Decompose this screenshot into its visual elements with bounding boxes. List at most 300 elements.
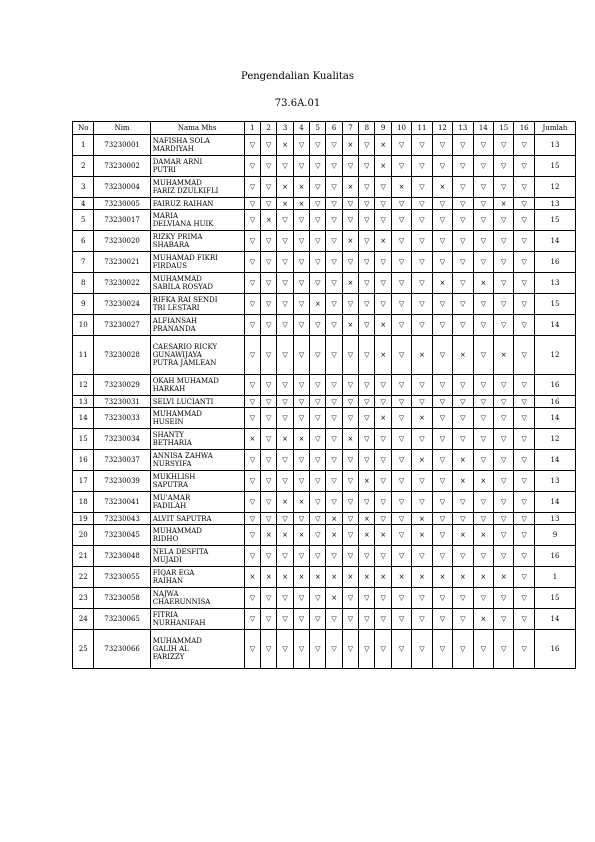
column-header: 8: [359, 122, 375, 135]
check-mark-icon: ▽: [293, 630, 309, 669]
student-name-line: ANNISA ZAHWA: [152, 452, 213, 460]
check-mark-icon: ▽: [391, 294, 411, 315]
cross-mark-icon: ×: [359, 525, 375, 546]
check-mark-icon: ▽: [432, 492, 452, 513]
check-mark-icon: ▽: [514, 471, 534, 492]
student-name-line: MU'AMAR: [152, 494, 191, 502]
check-mark-icon: ▽: [453, 294, 473, 315]
check-mark-icon: ▽: [326, 315, 342, 336]
column-header: 9: [375, 122, 391, 135]
student-id: 73230002: [94, 156, 150, 177]
check-mark-icon: ▽: [453, 375, 473, 396]
student-name-line: MUHAMMAD: [152, 275, 202, 283]
check-mark-icon: ▽: [310, 252, 326, 273]
check-mark-icon: ▽: [277, 408, 293, 429]
cross-mark-icon: ×: [293, 567, 309, 588]
check-mark-icon: ▽: [453, 492, 473, 513]
cross-mark-icon: ×: [375, 525, 391, 546]
check-mark-icon: ▽: [391, 450, 411, 471]
row-total: 12: [534, 177, 575, 198]
row-number: 21: [73, 546, 94, 567]
check-mark-icon: ▽: [293, 471, 309, 492]
student-name-line: OKAH MUHAMAD: [152, 377, 219, 385]
student-name: [150, 588, 244, 609]
check-mark-icon: ▽: [244, 396, 260, 408]
check-mark-icon: ▽: [342, 492, 358, 513]
check-mark-icon: ▽: [412, 252, 432, 273]
check-mark-icon: ▽: [514, 273, 534, 294]
check-mark-icon: ▽: [310, 375, 326, 396]
student-name: [150, 294, 244, 315]
check-mark-icon: ▽: [412, 609, 432, 630]
cross-mark-icon: ×: [375, 231, 391, 252]
check-mark-icon: ▽: [326, 630, 342, 669]
table-row: [73, 492, 576, 513]
cross-mark-icon: ×: [293, 525, 309, 546]
check-mark-icon: ▽: [473, 546, 493, 567]
check-mark-icon: ▽: [261, 408, 277, 429]
cross-mark-icon: ×: [326, 525, 342, 546]
check-mark-icon: ▽: [293, 513, 309, 525]
cross-mark-icon: ×: [473, 471, 493, 492]
check-mark-icon: ▽: [261, 273, 277, 294]
check-mark-icon: ▽: [375, 513, 391, 525]
check-mark-icon: ▽: [375, 375, 391, 396]
check-mark-icon: ▽: [293, 609, 309, 630]
check-mark-icon: ▽: [391, 396, 411, 408]
student-name: [150, 396, 244, 408]
check-mark-icon: ▽: [244, 408, 260, 429]
student-name: [150, 546, 244, 567]
check-mark-icon: ▽: [326, 177, 342, 198]
table-row: [73, 375, 576, 396]
check-mark-icon: ▽: [326, 396, 342, 408]
student-id: 73230020: [94, 231, 150, 252]
check-mark-icon: ▽: [412, 156, 432, 177]
check-mark-icon: ▽: [244, 135, 260, 156]
column-header: 4: [293, 122, 309, 135]
check-mark-icon: ▽: [277, 252, 293, 273]
table-row: [73, 135, 576, 156]
column-header: 3: [277, 122, 293, 135]
check-mark-icon: ▽: [277, 315, 293, 336]
row-total: 16: [534, 546, 575, 567]
cross-mark-icon: ×: [244, 429, 260, 450]
check-mark-icon: ▽: [359, 231, 375, 252]
cross-mark-icon: ×: [494, 567, 514, 588]
student-name: [150, 375, 244, 396]
check-mark-icon: ▽: [473, 336, 493, 375]
student-id: 73230043: [94, 513, 150, 525]
check-mark-icon: ▽: [432, 156, 452, 177]
column-header: 15: [494, 122, 514, 135]
check-mark-icon: ▽: [342, 471, 358, 492]
cross-mark-icon: ×: [494, 198, 514, 210]
student-name-line: MUHAMAD FIKRI: [152, 254, 218, 262]
student-id: 73230022: [94, 273, 150, 294]
row-total: 13: [534, 135, 575, 156]
cross-mark-icon: ×: [342, 231, 358, 252]
check-mark-icon: ▽: [453, 273, 473, 294]
cross-mark-icon: ×: [412, 336, 432, 375]
student-name-line: DAMAR ARNI: [152, 158, 203, 166]
check-mark-icon: ▽: [494, 396, 514, 408]
check-mark-icon: ▽: [261, 315, 277, 336]
check-mark-icon: ▽: [342, 336, 358, 375]
student-id: 73230045: [94, 525, 150, 546]
student-id: 73230034: [94, 429, 150, 450]
check-mark-icon: ▽: [244, 156, 260, 177]
row-total: 16: [534, 252, 575, 273]
check-mark-icon: ▽: [473, 450, 493, 471]
student-id: 73230066: [94, 630, 150, 669]
cross-mark-icon: ×: [453, 525, 473, 546]
student-name: [150, 429, 244, 450]
check-mark-icon: ▽: [432, 450, 452, 471]
check-mark-icon: ▽: [494, 588, 514, 609]
check-mark-icon: ▽: [277, 450, 293, 471]
check-mark-icon: ▽: [261, 375, 277, 396]
check-mark-icon: ▽: [412, 471, 432, 492]
check-mark-icon: ▽: [432, 630, 452, 669]
check-mark-icon: ▽: [244, 492, 260, 513]
student-name-line: RIZKY PRIMA: [152, 233, 203, 241]
check-mark-icon: ▽: [473, 177, 493, 198]
check-mark-icon: ▽: [514, 135, 534, 156]
cross-mark-icon: ×: [261, 525, 277, 546]
check-mark-icon: ▽: [432, 588, 452, 609]
student-name-line: FIRDAUS: [152, 262, 187, 270]
check-mark-icon: ▽: [514, 609, 534, 630]
check-mark-icon: ▽: [293, 294, 309, 315]
check-mark-icon: ▽: [244, 294, 260, 315]
check-mark-icon: ▽: [453, 252, 473, 273]
check-mark-icon: ▽: [342, 450, 358, 471]
cross-mark-icon: ×: [326, 567, 342, 588]
check-mark-icon: ▽: [244, 252, 260, 273]
row-total: 16: [534, 375, 575, 396]
table-body: [73, 135, 576, 669]
check-mark-icon: ▽: [261, 513, 277, 525]
student-name-line: FARIZ DZULKIFLI: [152, 187, 219, 195]
table-row: [73, 609, 576, 630]
check-mark-icon: ▽: [453, 315, 473, 336]
check-mark-icon: ▽: [277, 609, 293, 630]
cross-mark-icon: ×: [277, 177, 293, 198]
check-mark-icon: ▽: [391, 315, 411, 336]
student-name-line: RAIHAN: [152, 577, 184, 585]
check-mark-icon: ▽: [310, 546, 326, 567]
check-mark-icon: ▽: [342, 210, 358, 231]
check-mark-icon: ▽: [277, 231, 293, 252]
check-mark-icon: ▽: [310, 315, 326, 336]
student-name-line: ALFIANSAH: [152, 317, 198, 325]
check-mark-icon: ▽: [359, 492, 375, 513]
check-mark-icon: ▽: [432, 609, 452, 630]
student-name: [150, 273, 244, 294]
check-mark-icon: ▽: [359, 336, 375, 375]
check-mark-icon: ▽: [375, 471, 391, 492]
check-mark-icon: ▽: [432, 513, 452, 525]
row-number: 6: [73, 231, 94, 252]
check-mark-icon: ▽: [391, 588, 411, 609]
student-name: [150, 525, 244, 546]
check-mark-icon: ▽: [310, 609, 326, 630]
student-name: [150, 609, 244, 630]
check-mark-icon: ▽: [514, 198, 534, 210]
check-mark-icon: ▽: [261, 135, 277, 156]
cross-mark-icon: ×: [453, 471, 473, 492]
check-mark-icon: ▽: [310, 135, 326, 156]
student-name: [150, 336, 244, 375]
row-total: 14: [534, 231, 575, 252]
check-mark-icon: ▽: [473, 156, 493, 177]
cross-mark-icon: ×: [310, 567, 326, 588]
check-mark-icon: ▽: [293, 396, 309, 408]
cross-mark-icon: ×: [391, 567, 411, 588]
check-mark-icon: ▽: [293, 273, 309, 294]
table-row: [73, 471, 576, 492]
check-mark-icon: ▽: [514, 252, 534, 273]
student-id: 73230001: [94, 135, 150, 156]
check-mark-icon: ▽: [473, 513, 493, 525]
check-mark-icon: ▽: [391, 471, 411, 492]
column-header: 1: [244, 122, 260, 135]
row-total: 14: [534, 450, 575, 471]
student-name-line: NELA DESFITA: [152, 548, 209, 556]
check-mark-icon: ▽: [261, 429, 277, 450]
row-number: 4: [73, 198, 94, 210]
check-mark-icon: ▽: [473, 396, 493, 408]
check-mark-icon: ▽: [391, 210, 411, 231]
student-name: [150, 231, 244, 252]
student-name-line: RIDHO: [152, 535, 179, 543]
check-mark-icon: ▽: [342, 294, 358, 315]
column-header: Jumlah: [534, 122, 575, 135]
table-row: [73, 198, 576, 210]
check-mark-icon: ▽: [514, 588, 534, 609]
column-header: 16: [514, 122, 534, 135]
table-row: [73, 273, 576, 294]
check-mark-icon: ▽: [391, 231, 411, 252]
row-number: 3: [73, 177, 94, 198]
check-mark-icon: ▽: [244, 546, 260, 567]
column-header: 12: [432, 122, 452, 135]
check-mark-icon: ▽: [412, 273, 432, 294]
check-mark-icon: ▽: [244, 588, 260, 609]
cross-mark-icon: ×: [432, 273, 452, 294]
student-id: 73230029: [94, 375, 150, 396]
check-mark-icon: ▽: [244, 198, 260, 210]
column-header: 2: [261, 122, 277, 135]
check-mark-icon: ▽: [494, 156, 514, 177]
cross-mark-icon: ×: [473, 609, 493, 630]
check-mark-icon: ▽: [293, 336, 309, 375]
check-mark-icon: ▽: [391, 198, 411, 210]
check-mark-icon: ▽: [375, 588, 391, 609]
check-mark-icon: ▽: [326, 492, 342, 513]
column-header: 14: [473, 122, 493, 135]
check-mark-icon: ▽: [375, 210, 391, 231]
student-name-line: SELVI LUCIANTI: [152, 397, 214, 406]
student-name-line: MARIA: [152, 212, 179, 220]
check-mark-icon: ▽: [453, 429, 473, 450]
student-name-line: NAFISHA SOLA: [152, 137, 210, 145]
cross-mark-icon: ×: [375, 315, 391, 336]
check-mark-icon: ▽: [432, 408, 452, 429]
check-mark-icon: ▽: [375, 198, 391, 210]
student-id: 73230058: [94, 588, 150, 609]
row-total: 12: [534, 336, 575, 375]
check-mark-icon: ▽: [261, 588, 277, 609]
check-mark-icon: ▽: [326, 609, 342, 630]
student-name-line: BETHARIA: [152, 439, 192, 447]
table-row: [73, 588, 576, 609]
row-number: 24: [73, 609, 94, 630]
check-mark-icon: ▽: [244, 336, 260, 375]
check-mark-icon: ▽: [293, 135, 309, 156]
cross-mark-icon: ×: [277, 492, 293, 513]
check-mark-icon: ▽: [326, 198, 342, 210]
check-mark-icon: ▽: [244, 513, 260, 525]
check-mark-icon: ▽: [432, 198, 452, 210]
check-mark-icon: ▽: [391, 273, 411, 294]
check-mark-icon: ▽: [310, 198, 326, 210]
row-total: 13: [534, 273, 575, 294]
student-name-line: CHAERUNNISA: [152, 598, 211, 606]
row-number: 7: [73, 252, 94, 273]
check-mark-icon: ▽: [494, 471, 514, 492]
row-total: 14: [534, 408, 575, 429]
cross-mark-icon: ×: [453, 450, 473, 471]
cross-mark-icon: ×: [453, 336, 473, 375]
student-name-line: FAIRUZ RAIHAN: [152, 199, 214, 208]
student-name-line: GUNAWIJAYA: [152, 351, 202, 359]
student-name-line: MUHAMMAD: [152, 179, 202, 187]
cross-mark-icon: ×: [342, 273, 358, 294]
check-mark-icon: ▽: [375, 252, 391, 273]
check-mark-icon: ▽: [310, 525, 326, 546]
check-mark-icon: ▽: [261, 396, 277, 408]
row-total: 14: [534, 492, 575, 513]
check-mark-icon: ▽: [514, 546, 534, 567]
check-mark-icon: ▽: [391, 156, 411, 177]
check-mark-icon: ▽: [326, 156, 342, 177]
cross-mark-icon: ×: [277, 525, 293, 546]
check-mark-icon: ▽: [453, 231, 473, 252]
check-mark-icon: ▽: [277, 471, 293, 492]
table-row: [73, 450, 576, 471]
check-mark-icon: ▽: [494, 429, 514, 450]
check-mark-icon: ▽: [494, 408, 514, 429]
row-total: 9: [534, 525, 575, 546]
check-mark-icon: ▽: [432, 315, 452, 336]
check-mark-icon: ▽: [494, 513, 514, 525]
check-mark-icon: ▽: [342, 525, 358, 546]
check-mark-icon: ▽: [261, 630, 277, 669]
check-mark-icon: ▽: [432, 396, 452, 408]
student-name: [150, 567, 244, 588]
student-id: 73230017: [94, 210, 150, 231]
check-mark-icon: ▽: [277, 396, 293, 408]
check-mark-icon: ▽: [359, 396, 375, 408]
column-header: 7: [342, 122, 358, 135]
student-name-line: MUKHLISH: [152, 473, 196, 481]
check-mark-icon: ▽: [432, 294, 452, 315]
check-mark-icon: ▽: [453, 408, 473, 429]
cross-mark-icon: ×: [375, 408, 391, 429]
student-id: 73230024: [94, 294, 150, 315]
check-mark-icon: ▽: [494, 252, 514, 273]
column-header: 6: [326, 122, 342, 135]
column-header: 5: [310, 122, 326, 135]
check-mark-icon: ▽: [277, 156, 293, 177]
row-number: 18: [73, 492, 94, 513]
check-mark-icon: ▽: [412, 429, 432, 450]
check-mark-icon: ▽: [244, 471, 260, 492]
check-mark-icon: ▽: [326, 231, 342, 252]
table-row: [73, 231, 576, 252]
check-mark-icon: ▽: [432, 546, 452, 567]
table-row: [73, 630, 576, 669]
student-name-line: PRANANDA: [152, 325, 196, 333]
check-mark-icon: ▽: [342, 513, 358, 525]
check-mark-icon: ▽: [473, 210, 493, 231]
check-mark-icon: ▽: [310, 273, 326, 294]
check-mark-icon: ▽: [473, 408, 493, 429]
check-mark-icon: ▽: [342, 630, 358, 669]
row-total: 14: [534, 315, 575, 336]
check-mark-icon: ▽: [473, 231, 493, 252]
check-mark-icon: ▽: [293, 252, 309, 273]
check-mark-icon: ▽: [514, 210, 534, 231]
student-name: [150, 198, 244, 210]
student-name-line: ALVIT SAPUTRA: [152, 514, 212, 523]
check-mark-icon: ▽: [359, 546, 375, 567]
check-mark-icon: ▽: [494, 273, 514, 294]
student-name: [150, 315, 244, 336]
check-mark-icon: ▽: [412, 492, 432, 513]
check-mark-icon: ▽: [359, 408, 375, 429]
check-mark-icon: ▽: [494, 231, 514, 252]
check-mark-icon: ▽: [494, 177, 514, 198]
row-number: 5: [73, 210, 94, 231]
student-name-line: DELVIANA HUIK: [152, 220, 214, 228]
student-name-line: HARKAH: [152, 385, 186, 393]
check-mark-icon: ▽: [473, 375, 493, 396]
check-mark-icon: ▽: [473, 198, 493, 210]
check-mark-icon: ▽: [261, 336, 277, 375]
student-name-line: FARIZZY: [152, 653, 185, 661]
student-name: [150, 177, 244, 198]
column-header: Nama Mhs: [150, 122, 244, 135]
check-mark-icon: ▽: [359, 630, 375, 669]
check-mark-icon: ▽: [293, 156, 309, 177]
cross-mark-icon: ×: [375, 156, 391, 177]
check-mark-icon: ▽: [293, 375, 309, 396]
check-mark-icon: ▽: [473, 492, 493, 513]
cross-mark-icon: ×: [473, 273, 493, 294]
row-number: 16: [73, 450, 94, 471]
check-mark-icon: ▽: [277, 546, 293, 567]
check-mark-icon: ▽: [293, 450, 309, 471]
check-mark-icon: ▽: [261, 492, 277, 513]
cross-mark-icon: ×: [244, 567, 260, 588]
check-mark-icon: ▽: [432, 525, 452, 546]
check-mark-icon: ▽: [244, 315, 260, 336]
check-mark-icon: ▽: [494, 630, 514, 669]
check-mark-icon: ▽: [326, 210, 342, 231]
